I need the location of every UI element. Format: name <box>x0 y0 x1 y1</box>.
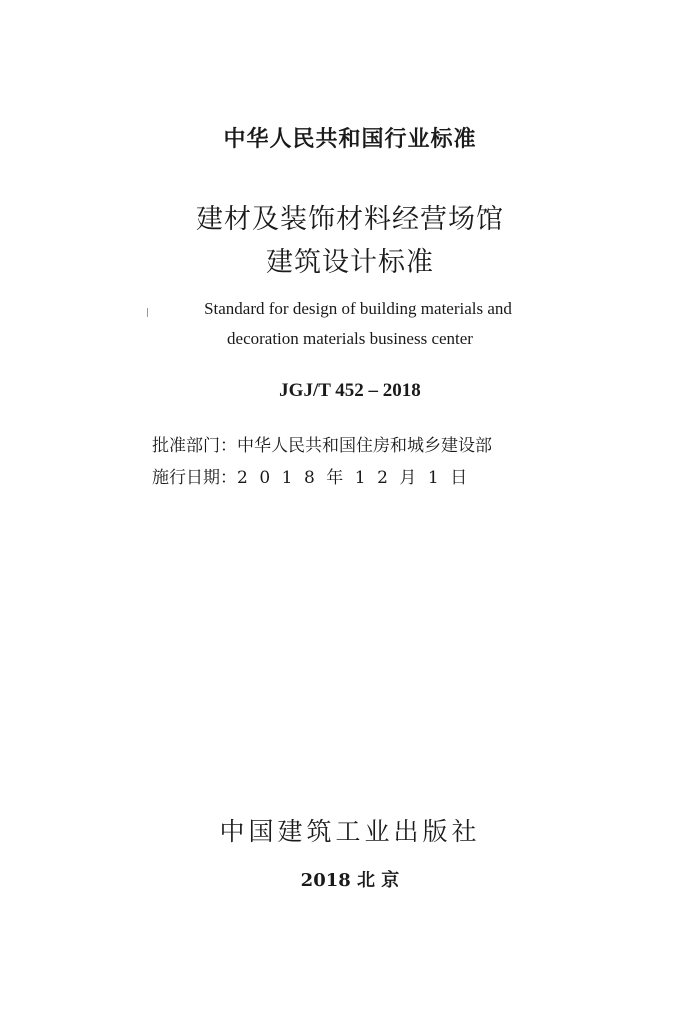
publisher-name: 中国建筑工业出版社 <box>219 817 481 846</box>
approval-value: 中华人民共和国住房和城乡建设部 <box>237 436 492 456</box>
publication-year-place: 2018 北 京 <box>300 870 400 891</box>
approval-label: 批准部门： <box>152 436 237 456</box>
effective-value: 2018年12月1日 <box>237 468 479 488</box>
effective-date-line <box>152 463 479 488</box>
title-english-line-2: decoration materials business center <box>227 329 473 348</box>
title-chinese-line-2: 建筑设计标准 <box>266 247 434 278</box>
title-chinese-line-1: 建材及装饰材料经营场馆 <box>196 204 504 235</box>
approval-department-line <box>152 431 492 456</box>
standard-type-heading: 中华人民共和国行业标准 <box>223 127 477 152</box>
title-english-line-1: Standard for design of building materials and <box>204 299 512 318</box>
effective-label: 施行日期： <box>152 468 237 488</box>
standard-code: JGJ/T 452 – 2018 <box>279 380 421 401</box>
